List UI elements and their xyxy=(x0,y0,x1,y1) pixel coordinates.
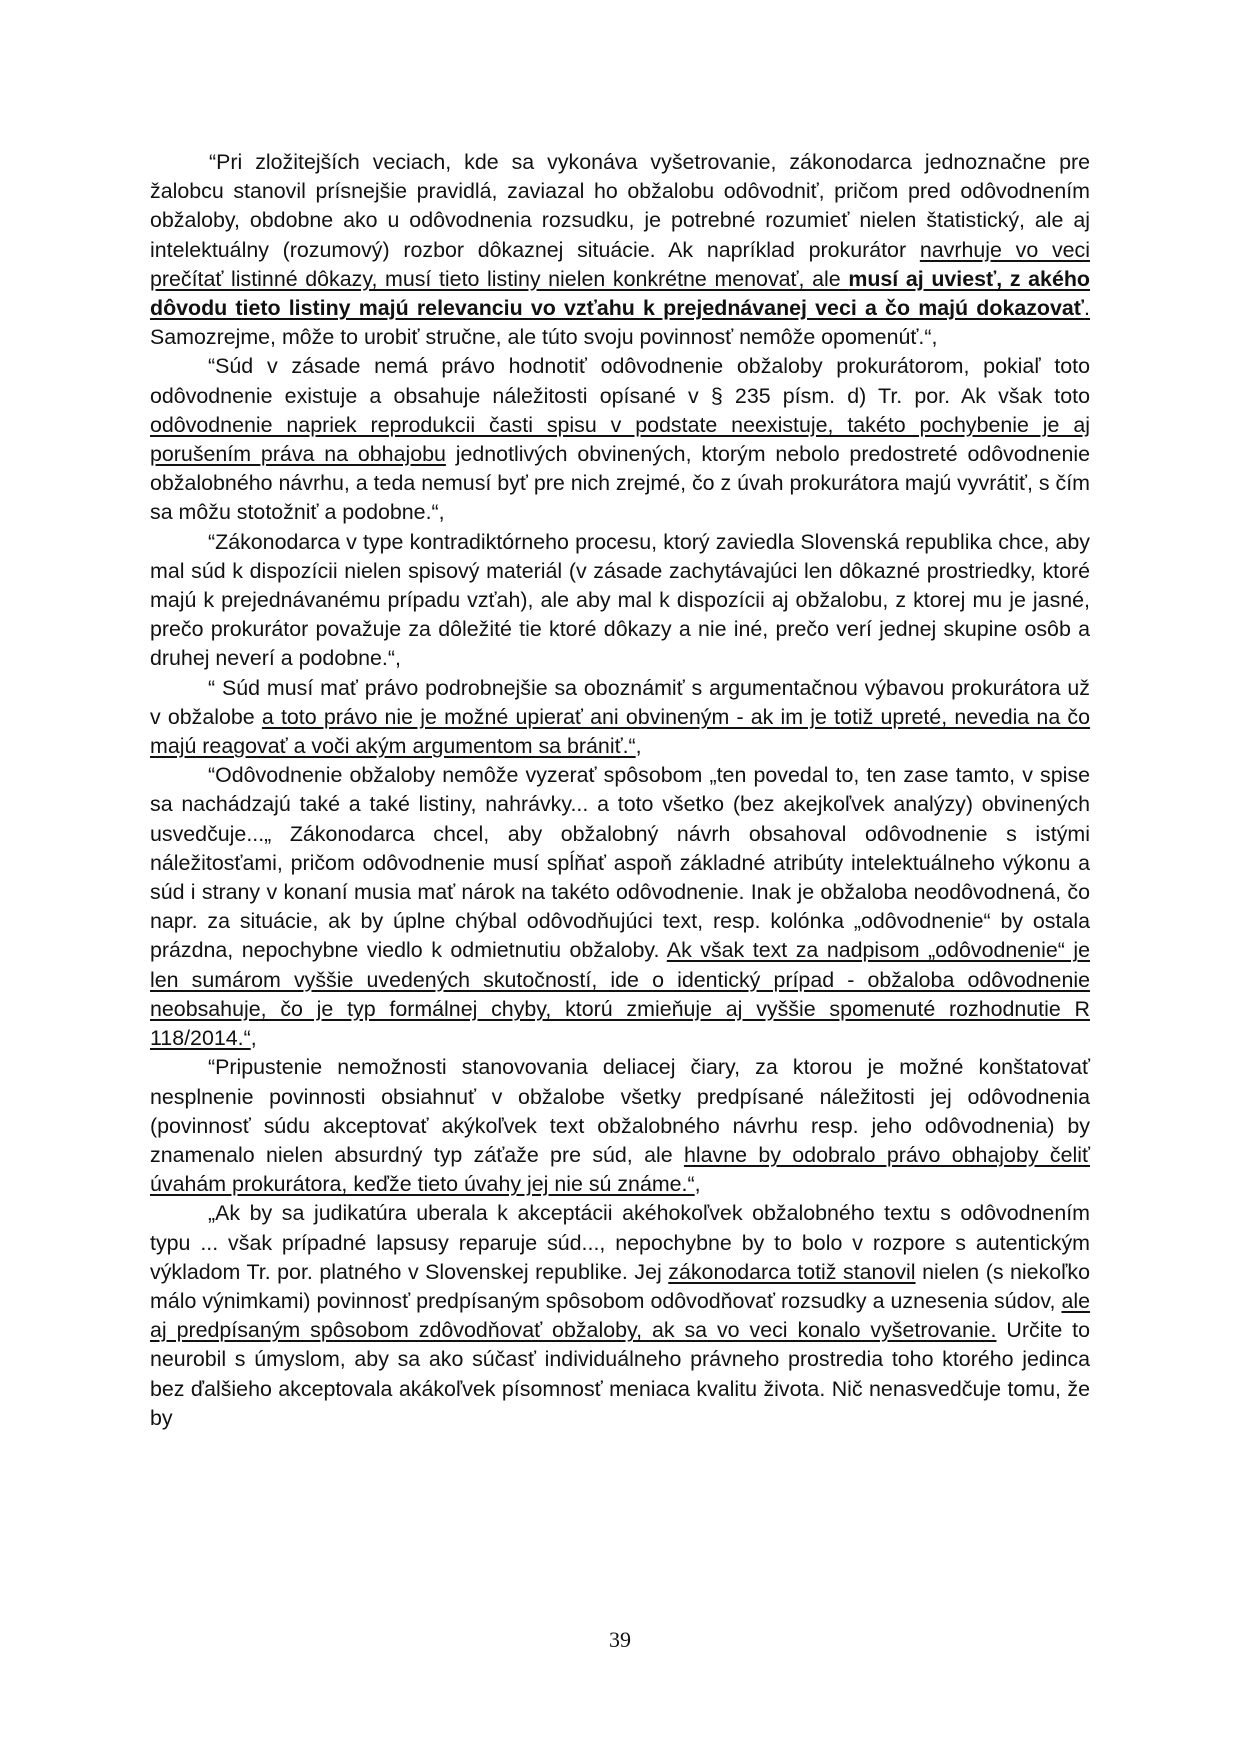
paragraph xyxy=(150,1199,1090,1433)
emphasized-text: navrhuje vo veci prečítať listinné dôkazy, musí tieto listiny nielen konkrétne menovať, ale xyxy=(150,237,1090,291)
emphasized-text: zákonodarca totiž stanovil xyxy=(668,1259,916,1284)
text-run: , xyxy=(694,1172,701,1197)
text-run: Určite to neurobil s úmyslom, aby sa ako súčasť individuálneho právneho prostredia toho ktorého jedinca bez ďalšieho akceptovala akákoľvek písomnosť meniaca kvalitu života. Nič nenasvedčuje tomu, že by xyxy=(150,1318,1090,1430)
text-run: “Zákonodarca v type kontradiktórneho procesu, ktorý zaviedla Slovenská republika chce, aby mal súd k dispozícii nielen spisový materiál (v zásade zachytávajúci len dôkazné prostriedky, ktoré majú k prejednávanému prípadu vzťah), ale aby mal k dispozícii aj obžalobu, z ktorej mu je jasné, prečo prokurátor považuje za dôležité tie ktoré dôkazy a nie iné, prečo verí jednej skupine osôb a druhej neverí a podobne.“, xyxy=(150,529,1090,671)
text-run: , xyxy=(635,734,642,759)
emphasized-text: musí aj uviesť, z akého dôvodu tieto listiny majú relevanciu vo vzťahu k prejednávanej veci a čo majú dokazovať xyxy=(150,266,1090,321)
emphasized-text: a toto právo nie je možné upierať ani obvineným - ak im je totiž upreté, nevedia na čo majú reagovať a voči akým argumentom sa brániť.“ xyxy=(150,704,1090,759)
text-run: “Súd v zásade nemá právo hodnotiť odôvodnenie obžaloby prokurátorom, pokiaľ toto odôvodnenie existuje a obsahuje náležitosti opísané v § 235 písm. d) Tr. por. Ak však toto xyxy=(150,354,1090,408)
paragraph xyxy=(150,674,1090,762)
text-run: Samozrejme, môže to urobiť stručne, ale túto svoju povinnosť nemôže opomenúť.“, xyxy=(150,325,938,350)
paragraph xyxy=(150,148,1090,352)
emphasized-text: hlavne by odobralo právo obhajoby čeliť úvahám prokurátora, keďže tieto úvahy jej nie sú známe.“ xyxy=(150,1142,1090,1197)
text-run: “Pri zložitejších veciach, kde sa vykonáva vyšetrovanie, zákonodarca jednoznačne pre žalobcu stanovil prísnejšie pravidlá, zaviazal ho obžalobu odôvodniť, pričom pred odôvodnením obžaloby, obdobne ako u odôvodnenia rozsudku, je potrebné rozumieť nielen štatistický, ale aj intelektuálny (rozumový) rozbor dôkaznej situácie. Ak napríklad prokurátor xyxy=(150,150,1090,262)
emphasized-text: ale aj predpísaným spôsobom zdôvodňovať obžaloby, ak sa vo veci konalo vyšetrovanie. xyxy=(150,1288,1090,1343)
paragraph xyxy=(150,352,1090,527)
paragraph xyxy=(150,528,1090,674)
text-run: “Odôvodnenie obžaloby nemôže vyzerať spôsobom „ten povedal to, ten zase tamto, v spise sa nachádzajú také a také listiny, nahrávky... a toto všetko (bez akejkoľvek analýzy) obvinených usvedčuje...„ Zákonodarca chcel, aby obžalobný návrh obsahoval odôvodnenie s istými náležitosťami, pričom odôvodnenie musí spĺňať aspoň základné atribúty intelektuálneho výkonu a súd i strany v konaní musia mať nárok na takéto odôvodnenie. Inak je obžaloba neodôvodnená, čo napr. za situácie, ak by úplne chýbal odôvodňujúci text, resp. kolónka „odôvodnenie“ by ostala prázdna, nepochybne viedlo k odmietnutiu obžaloby. xyxy=(150,763,1090,963)
body-text xyxy=(150,148,1090,1433)
text-run: „Ak by sa judikatúra uberala k akceptácii akéhokoľvek obžalobného textu s odôvodnením typu ... však prípadné lapsusy reparuje súd..., nepochybne by to bolo v rozpore s autentickým výkladom Tr. por. platného v Slovenskej republike. Jej xyxy=(150,1201,1090,1284)
text-run: nielen (s niekoľko málo výnimkami) povinnosť predpísaným spôsobom odôvodňovať rozsudky a uznesenia súdov, xyxy=(150,1259,1090,1313)
emphasized-text: . xyxy=(1084,296,1090,321)
paragraph xyxy=(150,1053,1090,1199)
text-run: “ Súd musí mať právo podrobnejšie sa oboznámiť s argumentačnou výbavou prokurátora už v obžalobe xyxy=(150,675,1090,729)
page-number: 39 xyxy=(609,1627,631,1652)
text-run: “Pripustenie nemožnosti stanovovania deliacej čiary, za ktorou je možné konštatovať nesplnenie povinnosti obsiahnuť v obžalobe všetky predpísané náležitosti jej odôvodnenia (povinnosť súdu akceptovať akýkoľvek text obžalobného návrhu resp. jeho odôvodnenia) by znamenalo nielen absurdný typ záťaže pre súd, ale xyxy=(150,1055,1090,1167)
text-run: jednotlivých obvinených, ktorým nebolo predostreté odôvodnenie obžalobného návrhu, a teda nemusí byť pre nich zrejmé, čo z úvah prokurátora majú vyvrátiť, s čím sa môžu stotožniť a podobne.“, xyxy=(150,442,1090,525)
emphasized-text: odôvodnenie napriek reprodukcii časti spisu v podstate neexistuje, takéto pochybenie je aj porušením práva na obhajobu xyxy=(150,412,1090,467)
text-run: , xyxy=(250,1026,257,1051)
paragraph xyxy=(150,761,1090,1053)
emphasized-text: Ak však text za nadpisom „odôvodnenie“ je len sumárom vyššie uvedených skutočností, ide o identický prípad - obžaloba odôvodnenie neobsahuje, čo je typ formálnej chyby, ktorú zmieňuje aj vyššie spomenuté rozhodnutie R 118/2014.“ xyxy=(150,938,1090,1051)
